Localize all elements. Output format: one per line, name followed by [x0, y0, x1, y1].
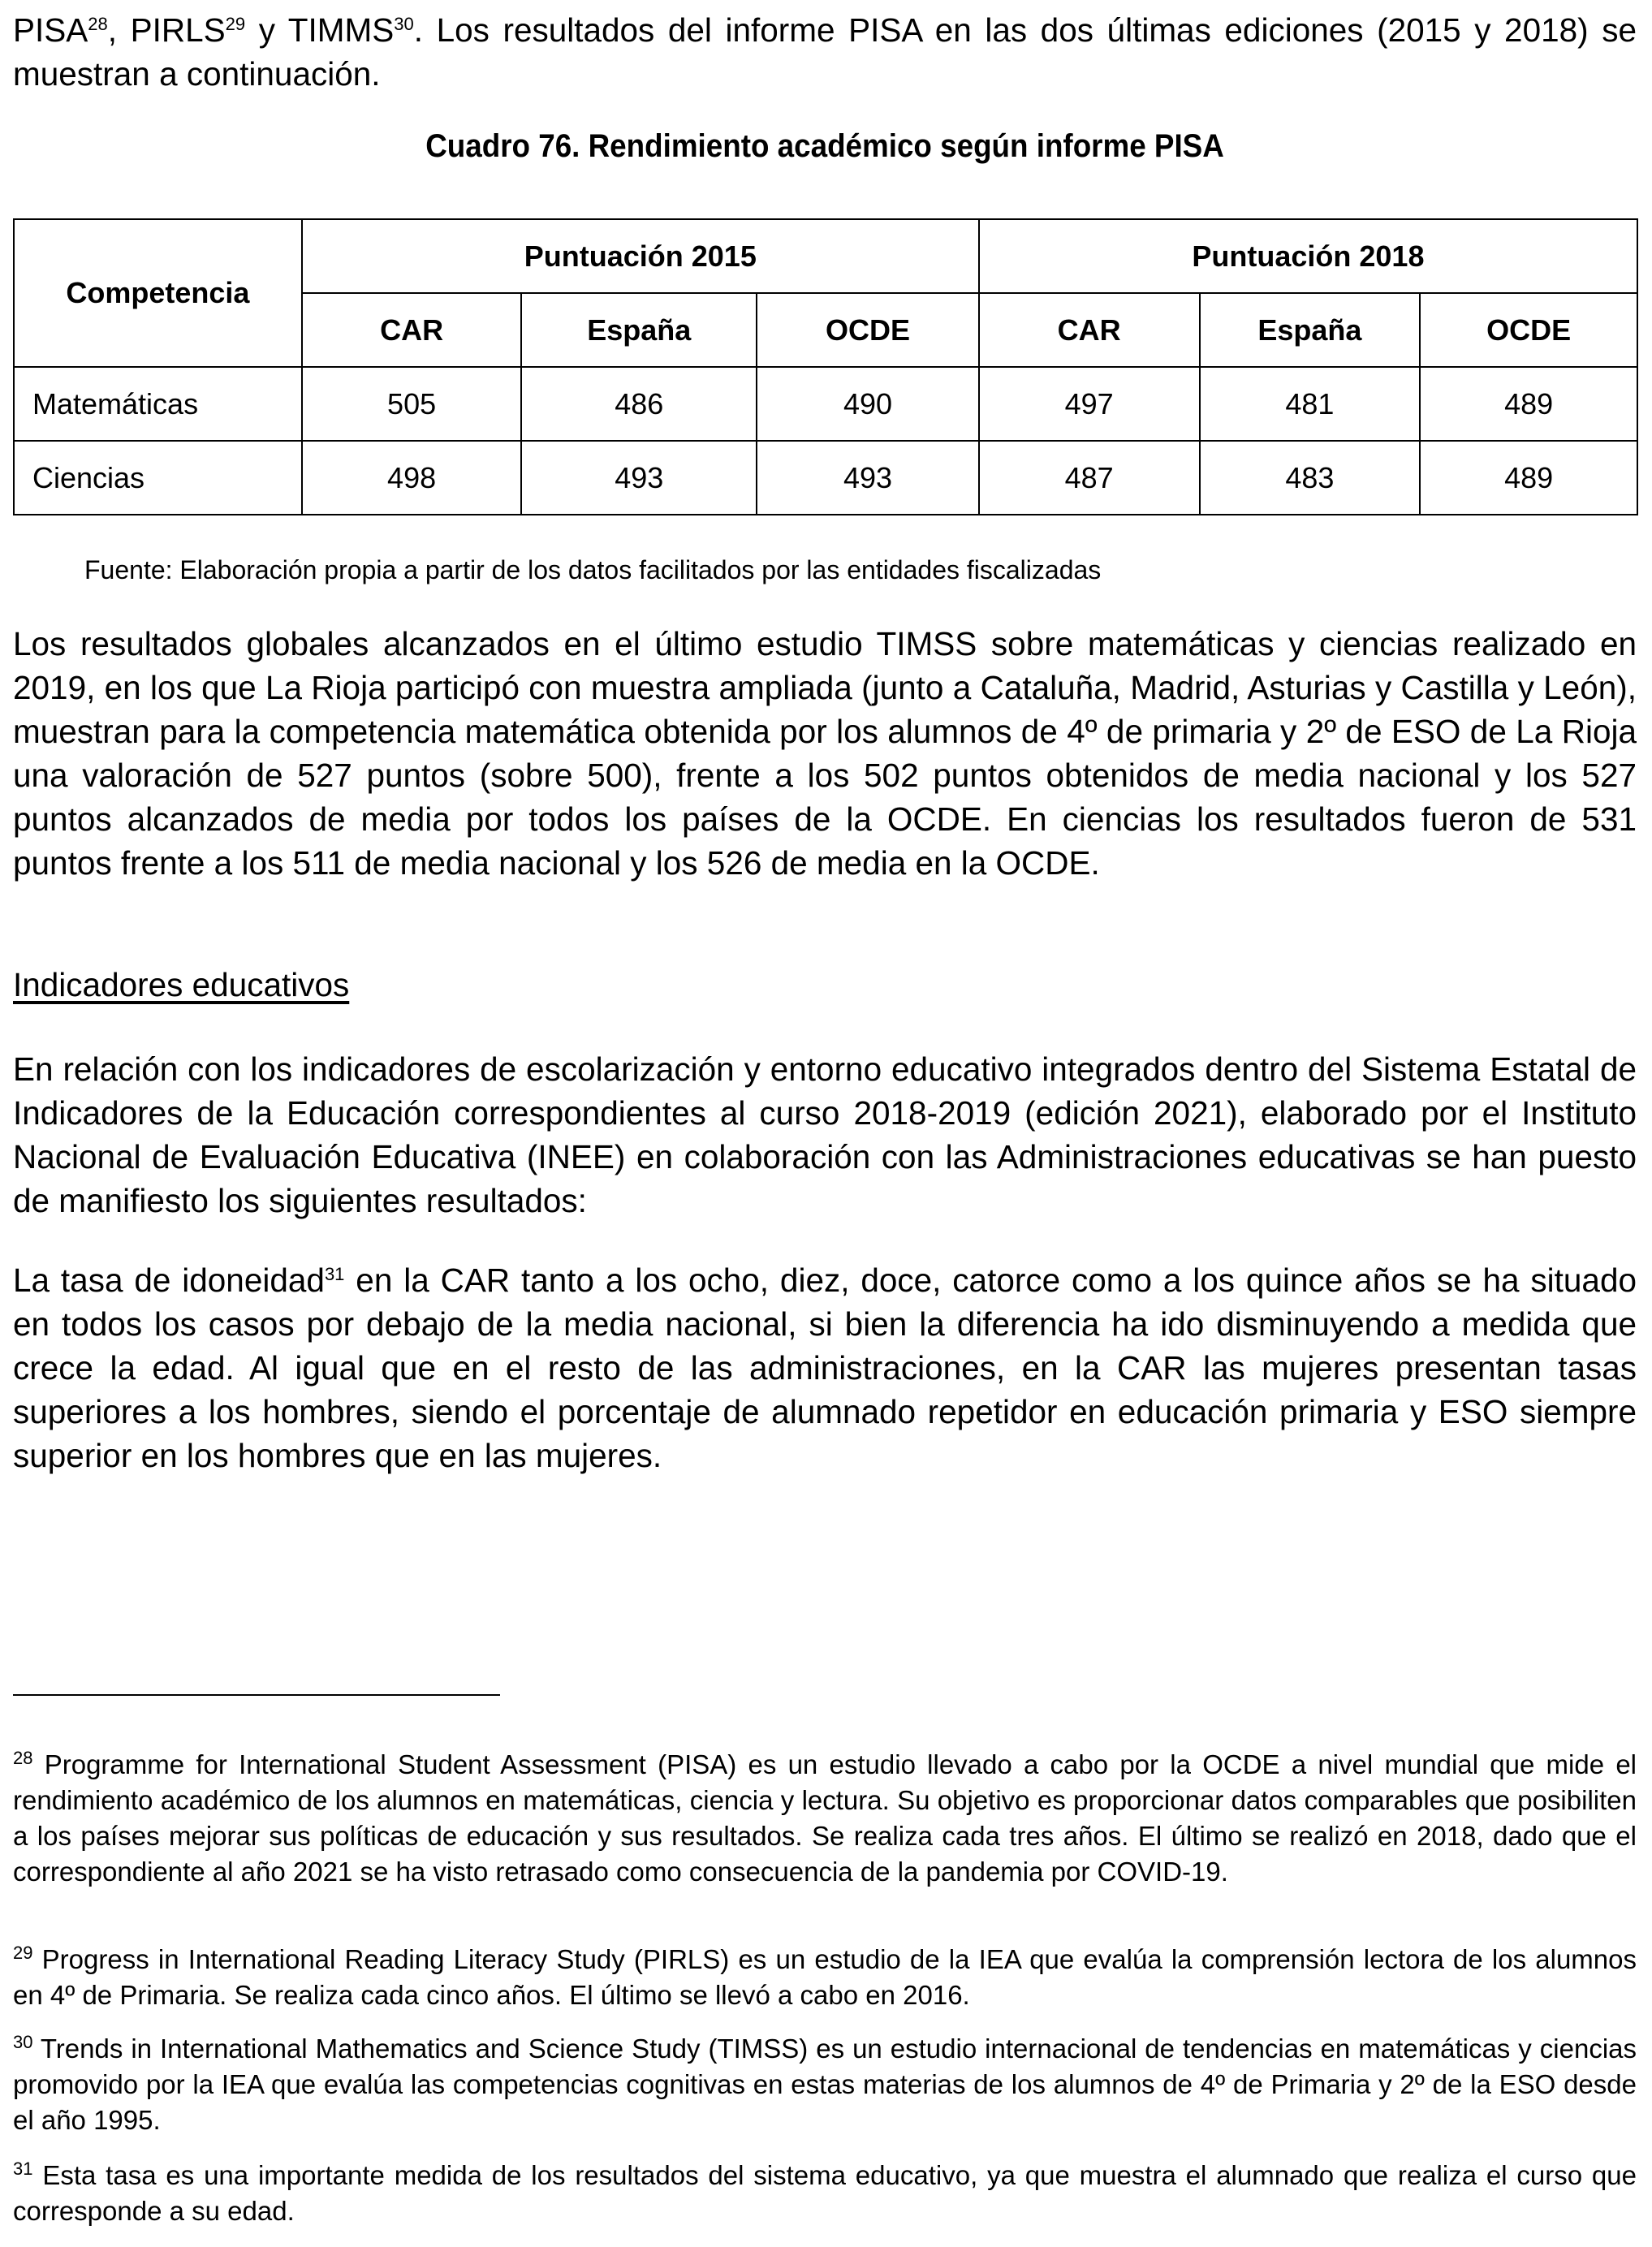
footnote-ref-31[interactable]: 31 — [324, 1264, 345, 1284]
header-car-2015: CAR — [302, 293, 522, 367]
cell-value: 486 — [521, 367, 757, 441]
section-heading: Indicadores educativos — [13, 966, 350, 1003]
table-source-note: Fuente: Elaboración propia a partir de los datos facilitados por las entidades fiscalizadas — [84, 555, 1102, 584]
pisa-results-table — [13, 218, 1638, 515]
footnote-text: Progress in International Reading Literacy Study (PIRLS) es un estudio de la IEA que evalúa la comprensión lectora de los alumnos en 4º de Primaria. Se realiza cada cinco años. El último se llevó a cabo en 2016. — [13, 1944, 1637, 2010]
intro-text: . Los resultados del informe PISA en las dos últimas ediciones (2015 y 2018) se muestran a continuación. — [13, 11, 1637, 93]
footnote-31 — [13, 2158, 1637, 2229]
row-label: Matemáticas — [14, 367, 302, 441]
cell-value: 489 — [1420, 441, 1637, 515]
footnote-number: 30 — [13, 2032, 33, 2052]
header-competencia: Competencia — [14, 219, 302, 367]
footnote-text: Programme for International Student Assessment (PISA) es un estudio llevado a cabo por la OCDE a nivel mundial que mide el rendimiento académico de los alumnos en matemáticas, ciencia y lectura. Su objetivo es proporcionar datos comparables que posibiliten a los países mejorar sus políticas de educación y sus resultados. Se realiza cada tres años. El último se realizó en 2018, dado que el correspondiente al año 2021 se ha visto retrasado como consecuencia de la pandemia por COVID-19. — [13, 1749, 1637, 1887]
table-row — [14, 441, 1637, 515]
cell-value: 483 — [1200, 441, 1421, 515]
footnote-number: 29 — [13, 1943, 33, 1963]
cell-value: 487 — [979, 441, 1200, 515]
header-group-2015: Puntuación 2015 — [302, 219, 979, 293]
footnote-30 — [13, 2031, 1637, 2138]
paragraph-indicators: En relación con los indicadores de escolarización y entorno educativo integrados dentro del Sistema Estatal de Indicadores de la Educación correspondientes al curso 2018-2019 (edición 2021), elaborado por el Instituto Nacional de Evaluación Educativa (INEE) en colaboración con las Administraciones educativas se han puesto de manifiesto los siguientes resultados: — [13, 1050, 1637, 1219]
footnote-ref-30[interactable]: 30 — [394, 14, 414, 34]
paragraph-timss: Los resultados globales alcanzados en el último estudio TIMSS sobre matemáticas y ciencias realizado en 2019, en los que La Rioja participó con muestra ampliada (junto a Cataluña, Madrid, Asturias y Castilla y León), muestran para la competencia matemática obtenida por los alumnos de 4º de primaria y 2º de ESO de La Rioja una valoración de 527 puntos (sobre 500), frente a los 502 puntos obtenidos de media nacional y los 527 puntos alcanzados de media por todos los países de la OCDE. En ciencias los resultados fueron de 531 puntos frente a los 511 de media nacional y los 526 de media en la OCDE. — [13, 625, 1637, 882]
intro-text: PISA — [13, 11, 88, 49]
cell-value: 481 — [1200, 367, 1421, 441]
cell-value: 490 — [757, 367, 979, 441]
header-car-2018: CAR — [979, 293, 1200, 367]
header-espana-2018: España — [1200, 293, 1421, 367]
footnote-ref-29[interactable]: 29 — [225, 14, 246, 34]
footnote-number: 31 — [13, 2159, 33, 2179]
cell-value: 489 — [1420, 367, 1637, 441]
header-ocde-2015: OCDE — [757, 293, 979, 367]
paragraph-idoneidad — [13, 1258, 1637, 1477]
table-header-row — [14, 219, 1637, 293]
table-caption: Cuadro 76. Rendimiento académico según informe PISA — [425, 128, 1224, 164]
cell-value: 498 — [302, 441, 522, 515]
footnote-text: Trends in International Mathematics and Science Study (TIMSS) es un estudio internacional de tendencias en matemáticas y ciencias promovido por la IEA que evalúa las competencias cognitivas en estas materias de los alumnos de 4º de Primaria y 2º de la ESO desde el año 1995. — [13, 2034, 1637, 2135]
cell-value: 505 — [302, 367, 522, 441]
row-label: Ciencias — [14, 441, 302, 515]
header-ocde-2018: OCDE — [1420, 293, 1637, 367]
footnote-28 — [13, 1747, 1637, 1890]
intro-text: y TIMMS — [245, 11, 395, 49]
footnote-text: Esta tasa es una importante medida de los resultados del sistema educativo, ya que muestra el alumnado que realiza el curso que corresponde a su edad. — [13, 2160, 1637, 2226]
header-espana-2015: España — [521, 293, 757, 367]
paragraph-text: en la CAR tanto a los ocho, diez, doce, catorce como a los quince años se ha situado en todos los casos por debajo de la media nacional, si bien la diferencia ha ido disminuyendo a medida que crece la edad. Al igual que en el resto de las administraciones, en la CAR las mujeres presentan tasas superiores a los hombres, siendo el porcentaje de alumnado repetidor en educación primaria y ESO siempre superior en los hombres que en las mujeres. — [13, 1262, 1637, 1474]
cell-value: 493 — [757, 441, 979, 515]
paragraph-text: La tasa de idoneidad — [13, 1262, 325, 1299]
cell-value: 493 — [521, 441, 757, 515]
footnote-ref-28[interactable]: 28 — [88, 14, 108, 34]
intro-text: , PIRLS — [107, 11, 226, 49]
footnote-29 — [13, 1942, 1637, 2013]
intro-paragraph — [13, 8, 1637, 96]
footnote-number: 28 — [13, 1748, 33, 1768]
cell-value: 497 — [979, 367, 1200, 441]
footnote-separator — [13, 1694, 500, 1696]
table-row — [14, 367, 1637, 441]
header-group-2018: Puntuación 2018 — [979, 219, 1637, 293]
